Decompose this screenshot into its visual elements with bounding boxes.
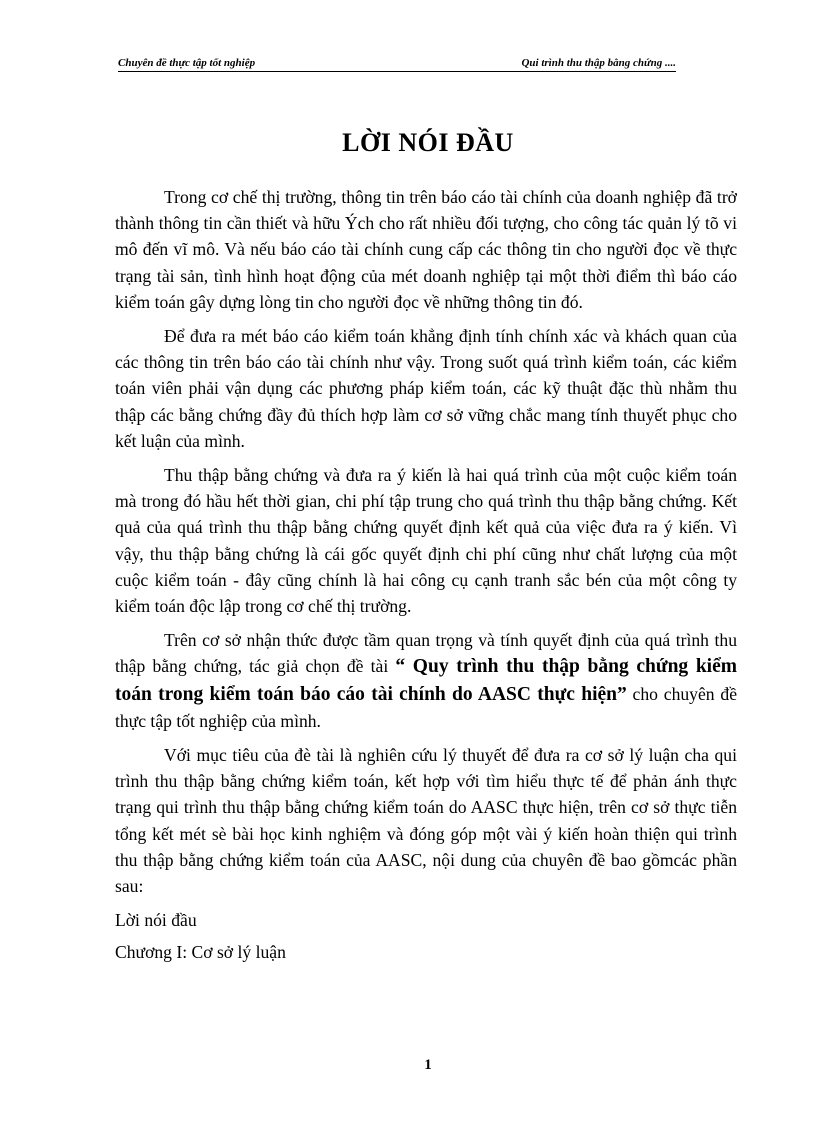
paragraph-2: Để đưa ra mét báo cáo kiểm toán khẳng định tính chính xác và khách quan của các thông tin trên báo cáo tài chính như vậy. Trong suốt quá trình kiểm toán, các kiểm toán viên phải vận dụng các phương pháp kiểm toán, các kỹ thuật đặc thù nhằm thu thập các bằng chứng đầy đủ thích hợp làm cơ sở vững chắc mang tính thuyết phục cho kết luận của mình. (115, 326, 737, 451)
paragraph-1: Trong cơ chế thị trường, thông tin trên báo cáo tài chính của doanh nghiệp đã trở thành thông tin cần thiết và hữu Ých cho rất nhiều đối tượng, cho công tác quản lý tõ vi mô đến vĩ mô. Và nếu báo cáo tài chính cung cấp các thông tin cho người đọc về thực trạng tài sản, tình hình hoạt động của mét doanh nghiệp tại một thời điểm thì báo cáo kiểm toán gây dựng lòng tin cho người đọc về những thông tin đó. (115, 187, 737, 312)
document-body (115, 184, 737, 972)
page-number: 1 (424, 1057, 432, 1073)
paragraph-5: Với mục tiêu của đè tài là nghiên cứu lý thuyết để đưa ra cơ sở lý luận cha qui trình thu thập bằng chứng kiểm toán, kết hợp với tìm hiểu thực tế để phản ánh thực trạng qui trình thu thập bằng chứng kiểm toán do AASC thực hiện, trên cơ sở thực tiễn tổng kết mét sè bài học kinh nghiệm và đóng góp một vài ý kiến hoàn thiện qui trình thu thập bằng chứng kiểm toán của AASC, nội dung của chuyên đề bao gồmcác phần sau: (115, 745, 737, 897)
header-rule (118, 71, 676, 72)
paragraph-4-intro: Trên cơ sở nhận thức được tầm quan trọng và tính quyết định của quá trình thu thập bằng chứng, tác giả chọn đề tài (115, 630, 737, 677)
header-left: Chuyên đề thực tập tốt nghiệp (118, 57, 256, 69)
list-item: Chương I: Cơ sở lý luận (115, 942, 286, 963)
page-title: LỜI NÓI ĐẦU (342, 128, 514, 157)
paragraph-3: Thu thập bằng chứng và đưa ra ý kiến là hai quá trình của một cuộc kiểm toán mà trong đó hầu hết thời gian, chi phí tập trung cho quá trình thu thập bằng chứng. Kết quả của quá trình thu thập bằng chứng quyết định kết quả của việc đưa ra ý kiến. Vì vậy, thu thập bằng chứng là cái gốc quyết định chi phí cũng như chất lượng của một cuộc kiểm toán - đây cũng chính là hai công cụ cạnh tranh sắc bén của một công ty kiểm toán độc lập trong cơ chế thị trường. (115, 465, 737, 617)
paragraph-4-end: cho chuyên đề thực tập tốt nghiệp của mình. (115, 683, 737, 731)
list-item: Lời nói đầu (115, 910, 197, 931)
header-right: Qui trình thu thập bằng chứng .... (521, 57, 676, 69)
paragraph-4 (115, 627, 737, 734)
thesis-topic-title: “ Quy trình thu thập bằng chứng kiểm toán trong kiểm toán báo cáo tài chính do AASC thực hiện” (115, 656, 737, 705)
